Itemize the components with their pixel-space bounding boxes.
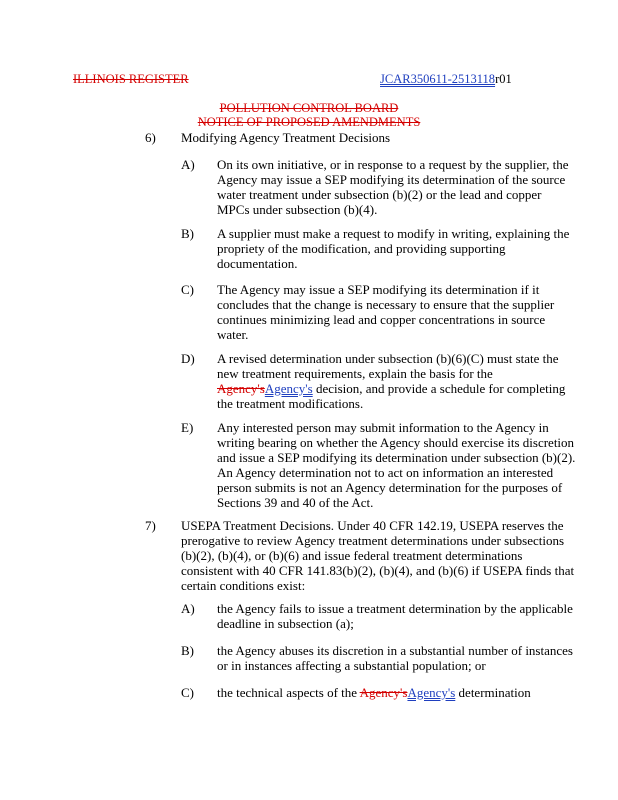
- item-7a-text: the Agency fails to issue a treatment determination by the applicable deadline in subsection (a);: [217, 601, 573, 631]
- item-7c-text: [217, 685, 577, 700]
- item-7b-letter: B): [181, 643, 194, 658]
- item-6b-letter: B): [181, 226, 194, 241]
- item-6d-text-before: A revised determination under subsection (b)(6)(C) must state the new treatment requirements, explain the basis for the: [217, 351, 559, 381]
- item-7c-letter: C): [181, 685, 194, 700]
- notice-title: NOTICE OF PROPOSED AMENDMENTS: [197, 115, 421, 129]
- item-7c-deleted: Agency's: [359, 685, 408, 700]
- section-7-text: USEPA Treatment Decisions. Under 40 CFR 142.19, USEPA reserves the prerogative to review Agency treatment determinations under subsections (b)(2), (b)(4), or (b)(6) and issue federal treatment determinations consistent with 40 CFR 141.83(b)(2), (b)(4), and (b)(6) if USEPA finds that certain conditions exist:: [181, 518, 575, 593]
- item-6a-letter: A): [181, 157, 195, 172]
- item-6d-letter: D): [181, 351, 195, 366]
- item-6d-text: [217, 351, 577, 411]
- item-6b-text: A supplier must make a request to modify in writing, explaining the propriety of the modification, and providing supporting documentation.: [217, 226, 570, 271]
- item-7c-text-before: the technical aspects of the: [217, 685, 358, 700]
- section-6-number: 6): [145, 130, 156, 145]
- item-7b-text: the Agency abuses its discretion in a substantial number of instances or in instances affecting a substantial population; or: [217, 643, 573, 673]
- item-6d-deleted: Agency's: [217, 381, 265, 396]
- item-6e-letter: E): [181, 420, 194, 435]
- jcar-suffix: r01: [495, 72, 512, 86]
- jcar-code: JCAR350611-2513118: [380, 72, 496, 86]
- jcar-header: [380, 72, 512, 87]
- item-7c-inserted: Agency's: [407, 685, 456, 700]
- item-6c-letter: C): [181, 282, 194, 297]
- item-7a-letter: A): [181, 601, 195, 616]
- item-6d-inserted: Agency's: [264, 381, 313, 396]
- item-6a-text: On its own initiative, or in response to a request by the supplier, the Agency may issue a SEP modifying its determination of the source water treatment under subsection (b)(2) or the lead and copper MPCs under subsection (b)(4).: [217, 157, 569, 217]
- board-title: POLLUTION CONTROL BOARD: [219, 101, 399, 115]
- item-7c-text-after: determination: [458, 685, 531, 700]
- item-6c-text: The Agency may issue a SEP modifying its determination if it concludes that the change is necessary to ensure that the supplier continues minimizing lead and copper concentrations in source water.: [217, 282, 555, 342]
- register-header-deleted: ILLINOIS REGISTER: [73, 72, 189, 86]
- section-6-title: Modifying Agency Treatment Decisions: [181, 130, 391, 145]
- item-6d-text-after: decision, and provide a schedule for completing the treatment modifications.: [217, 381, 566, 411]
- item-6e-text: Any interested person may submit information to the Agency in writing bearing on whether the Agency should exercise its discretion and issue a SEP modifying its determination under subsection (b)(2). An Agency determination not to act on information an interested person submits is not an Agency determination for the purposes of Sections 39 and 40 of the Act.: [217, 420, 576, 510]
- section-7-number: 7): [145, 518, 156, 533]
